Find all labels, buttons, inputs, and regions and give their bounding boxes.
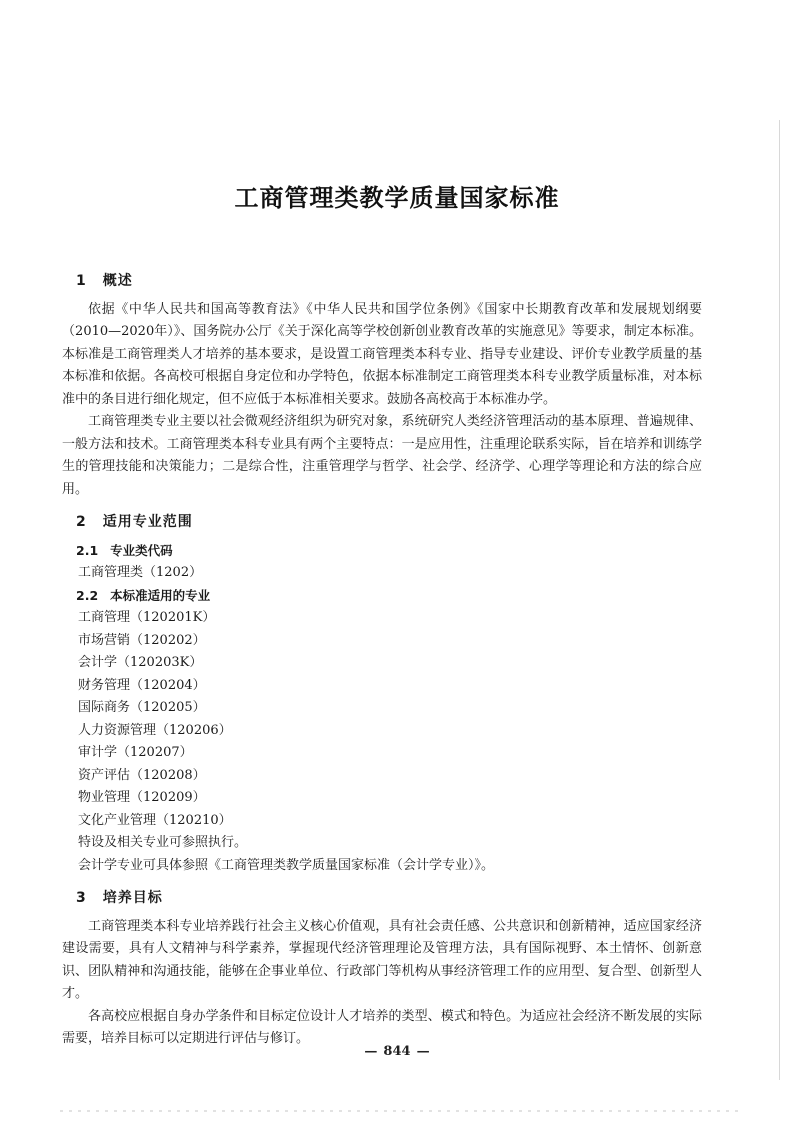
scan-bottom-edge: [60, 1110, 740, 1112]
paragraph: 工商管理类专业主要以社会微观经济组织为研究对象，系统研究人类经济管理活动的基本原理、普遍规律、一般方法和技术。工商管理类本科专业具有两个主要特点：一是应用性，注重理论联系实际，旨在培养和训练学生的管理技能和决策能力；二是综合性，注重管理学与哲学、社会学、经济学、心理学等理论和方法的综合应用。: [62, 414, 702, 497]
list-item: 国际商务（120205）: [78, 700, 206, 715]
subsection-number: 2.1: [76, 542, 99, 558]
section-title: 培养目标: [102, 890, 163, 906]
list-item: 人力资源管理（120206）: [78, 722, 232, 738]
subsection-number: 2.2: [76, 587, 99, 603]
subsection-2-2-heading: [76, 585, 702, 608]
page-footer: [0, 1044, 794, 1059]
paragraph: 各高校应根据自身办学条件和目标定位设计人才培养的类型、模式和特色。为适应社会经济不断发展的实际需要，培养目标可以定期进行评估与修订。: [62, 1008, 702, 1046]
page-number: 844: [383, 1044, 411, 1059]
scan-margin-line: [779, 120, 780, 1080]
section-1-heading: [76, 270, 702, 293]
list-item: 工商管理类（1202）: [78, 565, 203, 580]
list-item: 物业管理（120209）: [78, 790, 206, 805]
section-number: 3: [76, 890, 87, 906]
section-number: 2: [76, 514, 87, 530]
section-number: 1: [76, 273, 87, 289]
paragraph: 工商管理类本科专业培养践行社会主义核心价值观，具有社会责任感、公共意识和创新精神，适应国家经济建设需要，具有人文精神与科学素养，掌握现代经济管理理论及管理方法，具有国际视野、本土情怀、创新意识、团队精神和沟通技能，能够在企事业单位、行政部门等机构从事经济管理工作的应用型、复合型、创新型人才。: [62, 918, 702, 1001]
subsection-title: 本标准适用的专业: [110, 587, 211, 603]
list-item: 会计学（120203K）: [78, 655, 203, 670]
footer-dash-left: —: [364, 1044, 378, 1059]
section-title: 概述: [102, 273, 133, 289]
subsection-2-1-heading: [76, 540, 702, 563]
list-item: 工商管理（120201K）: [78, 610, 216, 625]
list-item: 文化产业管理（120210）: [78, 812, 232, 828]
document-body: [62, 270, 702, 1051]
list-item: 会计学专业可具体参照《工商管理类教学质量国家标准（会计学专业）》。: [78, 857, 495, 873]
paragraph: 依据《中华人民共和国高等教育法》《中华人民共和国学位条例》《国家中长期教育改革和发展规划纲要（2010—2020年）》、国务院办公厅《关于深化高等学校创新创业教育改革的实施意见》等要求，制定本标准。本标准是工商管理类人才培养的基本要求，是设置工商管理类本科专业、指导专业建设、评价专业教学质量的基本标准和依据。各高校可根据自身定位和办学特色，依据本标准制定工商管理类本科专业教学质量标准，对本标准中的条目进行细化规定，但不应低于本标准相关要求。鼓励各高校高于本标准办学。: [62, 301, 702, 407]
list-item: 特设及相关专业可参照执行。: [78, 835, 248, 850]
section-2-heading: [76, 511, 702, 534]
subsection-title: 专业类代码: [110, 542, 173, 558]
section-title: 适用专业范围: [102, 514, 193, 530]
list-item: 财务管理（120204）: [78, 677, 206, 693]
section-3-heading: [76, 887, 702, 910]
page-title: 工商管理类教学质量国家标准: [234, 183, 560, 212]
list-item: 审计学（120207）: [78, 745, 193, 760]
list-item: 资产评估（120208）: [78, 767, 206, 783]
list-item: 市场营销（120202）: [78, 632, 206, 648]
footer-dash-right: —: [416, 1044, 430, 1059]
